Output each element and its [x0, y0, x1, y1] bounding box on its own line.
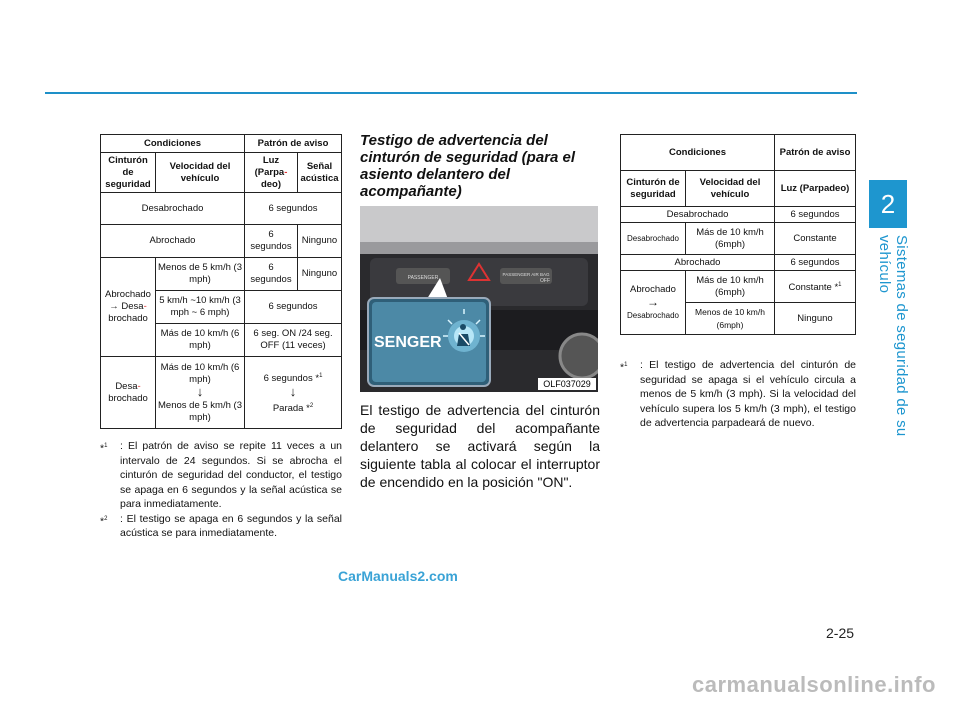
cell-speed-gt10: Más de 10 km/h (6 mph): [156, 324, 245, 357]
cell2-buckled: Abrochado: [621, 255, 775, 271]
cell2-speed-gt10b: Más de 10 km/h (6mph): [686, 271, 775, 303]
section-title: Testigo de advertencia del cinturón de seguridad (para el asiento delantero del acompañante): [360, 132, 576, 200]
svg-text:OLF037029: OLF037029: [543, 379, 591, 389]
svg-text:PASSENGER AIR BAG: PASSENGER AIR BAG: [502, 272, 550, 277]
th2-speed: Velocidad del vehículo: [686, 171, 775, 207]
svg-text:OFF: OFF: [540, 278, 550, 284]
svg-text:SENGER: SENGER: [374, 334, 442, 351]
watermark-link[interactable]: CarManuals2.com: [338, 568, 458, 584]
footnote-right: *$^1$ : El testigo de advertencia del cinturón de seguridad se apaga si el vehículo circula a menos de 5 km/h (3 mph). Si la velocidad del vehículo supera los 5 km/h (3 mph), el testigo de advertencia parpadeará de nuevo.: [620, 359, 856, 429]
th-conditions: Condiciones: [101, 135, 245, 153]
cell2-unbuckled: Desabrochado: [621, 207, 775, 223]
cell-buckled-light: 6 segundos: [245, 225, 298, 258]
cell-unbuckled: Desabrochado: [101, 193, 245, 225]
cell-speed-5-10: 5 km/h ~10 km/h (3 mph ~ 6 mph): [156, 291, 245, 324]
dashboard-illustration: [360, 206, 598, 392]
cell2-speed-lt10: Menos de 10 km/h (6mph): [686, 303, 775, 335]
th2-belt: Cinturón de seguridad: [621, 171, 686, 207]
driver-belt-warning-table: [100, 134, 342, 429]
passenger-belt-warning-table: [620, 134, 856, 335]
arrow-right-icon: →: [647, 294, 659, 309]
cell-speed-lt5: Menos de 5 km/h (3 mph): [156, 258, 245, 291]
footnote-1: *$^1$ : El patrón de aviso se repite 11 veces a un intervalo de 24 segundos. Si se abrocha el cinturón de seguridad del conductor, el testigo se apaga en 6 segundos y la señal acústica se para inmediatamente.: [100, 440, 342, 510]
footnotes-left: [100, 439, 342, 541]
cell2-buckled-to-unbuckled: Abrochado → Desabrochado: [621, 271, 686, 335]
cell2-gt10b-val: Constante *$^1$: [775, 271, 856, 303]
cell2-lt10-val: Ninguno: [775, 303, 856, 335]
section-body: El testigo de advertencia del cinturón de seguridad del acompañante delantero se activará según la siguiente tabla al colocar el interruptor de encendido en la posición "ON".: [360, 402, 600, 490]
watermark-footer: carmanualsonline.info: [692, 672, 936, 697]
chapter-number-tab[interactable]: 2: [869, 180, 907, 228]
th-pattern: Patrón de aviso: [245, 135, 342, 153]
cell2-unbuckled-val: 6 segundos: [775, 207, 856, 223]
th-sound: Señal acústica: [298, 153, 342, 193]
cell2-buckled-val: 6 segundos: [775, 255, 856, 271]
arrow-down-icon: ↓: [196, 383, 204, 399]
cell-unbuckled-val: 6 segundos: [245, 193, 342, 225]
page-number: 2-25: [826, 625, 855, 641]
header-rule: [45, 92, 857, 94]
th-light: Luz (Parpa- deo): [245, 153, 298, 193]
th-belt: Cinturón de seguridad: [101, 153, 156, 193]
cell-buckled: Abrochado: [101, 225, 245, 258]
cell-5-10-val: 6 segundos: [245, 291, 342, 324]
cell-drop-val: 6 segundos *$^1$ ↓ Parada *$^2$: [245, 357, 342, 429]
cell-speed-drop: Más de 10 km/h (6 mph) ↓ Menos de 5 km/h (3 mph): [156, 357, 245, 429]
chapter-title: Sistemas de seguridad de su vehículo: [876, 235, 910, 437]
cell-lt5-sound: Ninguno: [298, 258, 342, 291]
cell2-speed-gt10: Más de 10 km/h (6mph): [686, 223, 775, 255]
cell2-gt10-val: Constante: [775, 223, 856, 255]
footnote-2: *$^2$ : El testigo se apaga en 6 segundos y la señal acústica se para inmediatamente.: [100, 512, 342, 539]
cell-buckled-to-unbuckled: Abrochado → Desa- brochado: [101, 258, 156, 357]
arrow-down-icon: ↓: [289, 383, 297, 399]
svg-text:PASSENGER: PASSENGER: [407, 275, 439, 281]
cell-buckled-sound: Ninguno: [298, 225, 342, 258]
cell-gt10-val: 6 seg. ON /24 seg. OFF (11 veces): [245, 324, 342, 357]
th2-conditions: Condiciones: [621, 135, 775, 171]
th2-pattern: Patrón de aviso: [775, 135, 856, 171]
cell-lt5-light: 6 segundos: [245, 258, 298, 291]
th-speed: Velocidad del vehículo: [156, 153, 245, 193]
th2-light: Luz (Parpadeo): [775, 171, 856, 207]
cell-unbuckled-2: Desa- brochado: [101, 357, 156, 429]
cell2-unbuckled-2: Desabrochado: [621, 223, 686, 255]
dashboard-photo: [360, 206, 598, 392]
